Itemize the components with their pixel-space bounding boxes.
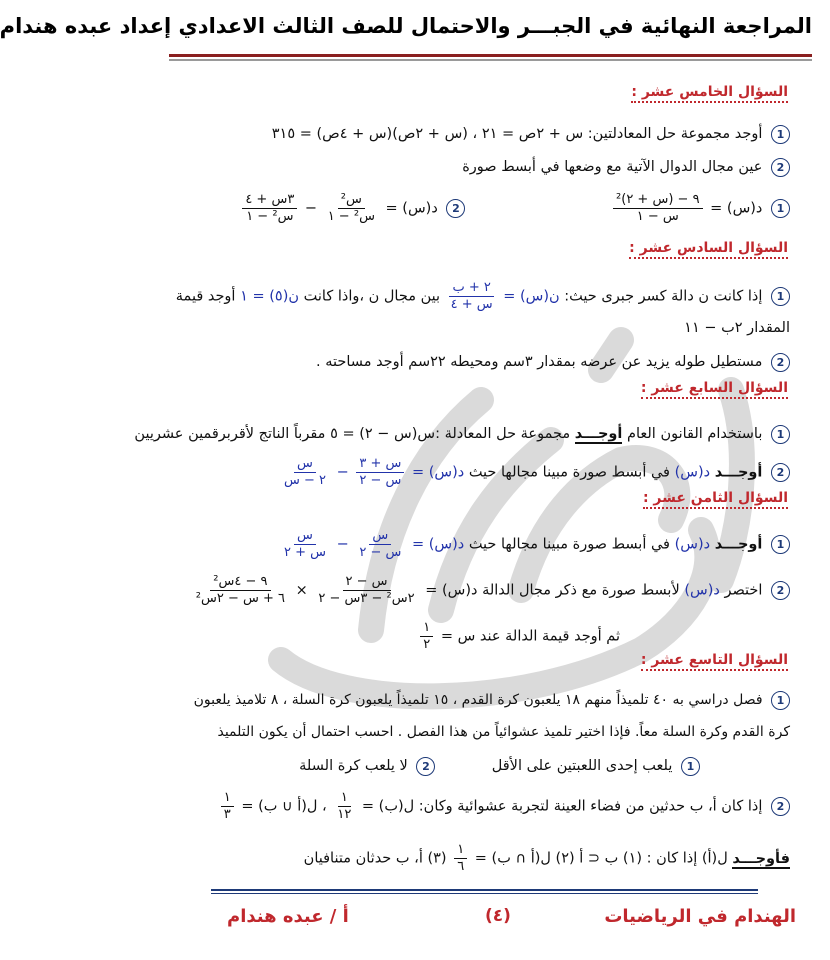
q19-item-1-options [181, 756, 790, 776]
fraction-numerator: س + ٣ [356, 456, 404, 473]
q15-item-2 [181, 157, 790, 177]
q16-item-1-text: إذا كانت ن دالة كسر جبرى حيث: [564, 288, 763, 305]
section-heading-q16: السؤال السادس عشر : [629, 240, 788, 259]
page-title: المراجعة النهائية في الجبـــر والاحتمال للصف الثالث الاعدادي إعداد عبده هندام [0, 14, 812, 38]
fraction-numerator: ١ [454, 842, 467, 859]
q16-item-1 [175, 280, 790, 313]
fraction-denominator: ٦ + س − ٢س² [195, 591, 285, 606]
fraction [281, 456, 329, 489]
fraction [448, 280, 496, 313]
q16-item-2 [181, 352, 790, 372]
fraction-numerator: ١ [338, 790, 351, 807]
item-number-icon: 2 [771, 353, 790, 372]
function-label: د(س) = [425, 582, 478, 599]
item-number-icon: 2 [771, 581, 790, 600]
footer-author: أ / عبده هندام [227, 906, 349, 927]
fraction-denominator: س − ١ [636, 209, 679, 224]
probability-label: ل(أ ∩ ب) = [474, 850, 551, 867]
fraction-denominator: س + ٢ [283, 545, 326, 560]
header-rule [169, 54, 812, 57]
q15-subitem-1 [490, 192, 790, 225]
q19-item-3 [181, 842, 790, 878]
q15-subitem-2 [239, 192, 465, 225]
fraction-numerator: ١ [221, 790, 234, 807]
fraction-denominator: ٦ [457, 859, 465, 874]
q17-item-2-keyword: أوجـــد [714, 464, 763, 481]
q15-item-1 [181, 124, 790, 144]
q19-item-1 [181, 690, 790, 710]
page-number: (٤) [485, 906, 511, 926]
function-label: د(س) = [411, 536, 465, 553]
item-number-icon: 1 [771, 691, 790, 710]
fraction-numerator: ٣س + ٤ [242, 192, 297, 209]
q19-item-3-text-d: (٣) أ، ب حدثان متنافيان [303, 850, 447, 867]
fraction-numerator: ٩ − ٤س² [210, 574, 270, 591]
q18-item-2-followup: ثم أوجد قيمة الدالة عند س = [440, 628, 620, 645]
operator: − [336, 464, 349, 481]
footer-rule [211, 889, 758, 891]
q19-option-2-text: لا يلعب كرة السلة [299, 758, 408, 774]
q16-item-1-condition: ن(٥) = ١ [240, 288, 300, 305]
q17-item-2-text: في أبسط صورة مبينا مجالها حيث [468, 464, 670, 481]
footer-brand: الهندام في الرياضيات [604, 906, 796, 927]
q19-item-1-cont: كرة القدم وكرة السلة معاً. فإذا اختير تلميذ عشوائياً من هذا الفصل . احسب احتمال أن يكون التلميذ [217, 724, 790, 740]
function-label: د(س) = [385, 200, 438, 217]
fraction [334, 790, 354, 823]
operator: × [295, 582, 308, 599]
q19-item-3-text: ل(أ) إذا كان : (١) ب ⊂ أ (٢) [555, 850, 728, 867]
operator: − [336, 536, 349, 553]
fraction-denominator: س − ٢ [359, 545, 402, 560]
q19-option-2 [299, 758, 435, 774]
fraction-denominator: ٣ [223, 807, 231, 822]
item-number-icon: 2 [771, 463, 790, 482]
q19-item-1-text: فصل دراسي به ٤٠ تلميذاً منهم ١٨ يلعبون كرة القدم ، ١٥ تلميذاً يلعبون كرة السلة ، ٨ تلاميذ يلعبون [193, 692, 763, 708]
fraction-denominator: س² − ١ [246, 209, 294, 224]
fraction-denominator: ٢س² − ٣س − ٢ [318, 591, 415, 606]
fraction-numerator: س [294, 528, 316, 545]
fraction-denominator: س² − ١ [327, 209, 375, 224]
fraction-numerator: س² [338, 192, 365, 209]
item-number-icon: 1 [771, 425, 790, 444]
header-rule-secondary [169, 59, 812, 61]
item-number-icon: 2 [416, 757, 435, 776]
fraction [281, 528, 329, 561]
q15-item-2-text: عين مجال الدوال الآتية مع وضعها في أبسط صورة [462, 159, 763, 175]
section-heading-q19: السؤال التاسع عشر : [641, 652, 788, 671]
fraction-denominator: ٢ − س [283, 473, 326, 488]
fraction-denominator: س + ٤ [450, 297, 493, 312]
function-label: د(س) [684, 582, 720, 599]
q19-item-3-keyword: فأوجـــد [732, 850, 790, 867]
q19-option-1-text: يلعب إحدى اللعبتين على الأقل [491, 758, 673, 774]
q15-item-1-text: أوجد مجموعة حل المعادلتين: س + ٢ص = ٢١ ، (س + ٢ص)(س + ٤ص) = ٣١٥ [271, 126, 763, 142]
q17-item-1 [134, 424, 790, 444]
q16-item-1-text-e: أوجد قيمة [175, 288, 236, 305]
item-number-icon: 1 [681, 757, 700, 776]
q17-item-1-keyword: أوجـــد [574, 426, 623, 442]
q17-item-1-text-c: مجموعة حل المعادلة :س(س − ٢) = ٥ مقرباً الناتج لأقربرقمين عشريين [134, 426, 571, 442]
q18-item-1-keyword: أوجـــد [714, 536, 763, 553]
q18-item-2 [181, 574, 790, 614]
q19-option-1 [440, 756, 700, 776]
fraction [356, 456, 404, 489]
fraction-numerator: ١ [420, 620, 433, 637]
probability-label: ، ل(أ ∪ ب) = [241, 798, 327, 815]
fraction [242, 192, 297, 225]
q18-item-2-cont [181, 620, 620, 656]
fraction-denominator: ١٢ [337, 807, 352, 822]
q16-item-1-text-b: بين مجال ن ،واذا كانت [303, 288, 441, 305]
fraction-denominator: س − ٢ [359, 473, 402, 488]
q16-item-2-text: مستطيل طوله يزيد عن عرضه بمقدار ٣سم ومحيطه ٢٢سم أوجد مساحته . [316, 354, 763, 370]
fraction [193, 574, 288, 607]
function-label: د(س) = [710, 200, 763, 217]
item-number-icon: 1 [771, 125, 790, 144]
q18-item-2-keyword: اختصر [724, 582, 763, 599]
fraction-numerator: ٩ − (س + ٢)² [613, 192, 703, 209]
item-number-icon: 2 [446, 199, 465, 218]
fraction-denominator: ٢ [423, 637, 431, 652]
item-number-icon: 1 [771, 199, 790, 218]
section-heading-q15: السؤال الخامس عشر : [631, 84, 788, 103]
fraction-numerator: س [294, 456, 316, 473]
operator: − [304, 200, 318, 217]
fraction [325, 192, 378, 225]
probability-label: ل(ب) = [361, 798, 415, 815]
function-label: د(س) = [411, 464, 465, 481]
q17-item-1-text-a: باستخدام القانون العام [627, 426, 763, 442]
item-number-icon: 2 [771, 797, 790, 816]
item-number-icon: 1 [771, 287, 790, 306]
item-number-icon: 2 [771, 158, 790, 177]
fraction [613, 192, 703, 225]
fraction [420, 620, 433, 653]
fraction [356, 528, 404, 561]
fraction-numerator: س [369, 528, 391, 545]
footer-rule-secondary [211, 893, 758, 894]
item-number-icon: 1 [771, 535, 790, 554]
fraction-numerator: ٢ + ب [449, 280, 493, 297]
q16-item-1-cont: المقدار ٢ب − ١١ [684, 320, 790, 336]
fraction [454, 842, 467, 875]
fraction [221, 790, 234, 823]
q18-item-1-text: في أبسط صورة مبينا مجالها حيث [468, 536, 670, 553]
q19-item-2-text: إذا كان أ، ب حدثين من فضاء العينة لتجربة عشوائية وكان: [418, 798, 763, 815]
fraction-numerator: س − ٢ [343, 574, 391, 591]
function-label: ن(س) = [503, 288, 560, 305]
q15-subitems [181, 192, 790, 232]
q19-item-2 [181, 790, 790, 830]
function-label: د(س) [674, 536, 711, 553]
q18-item-2-text: لأبسط صورة مع ذكر مجال الدالة [482, 582, 680, 599]
section-heading-q17: السؤال السابع عشر : [641, 380, 788, 399]
section-heading-q18: السؤال الثامن عشر : [643, 490, 788, 509]
fraction [315, 574, 417, 607]
q18-item-1 [181, 528, 790, 568]
function-label: د(س) [674, 464, 711, 481]
